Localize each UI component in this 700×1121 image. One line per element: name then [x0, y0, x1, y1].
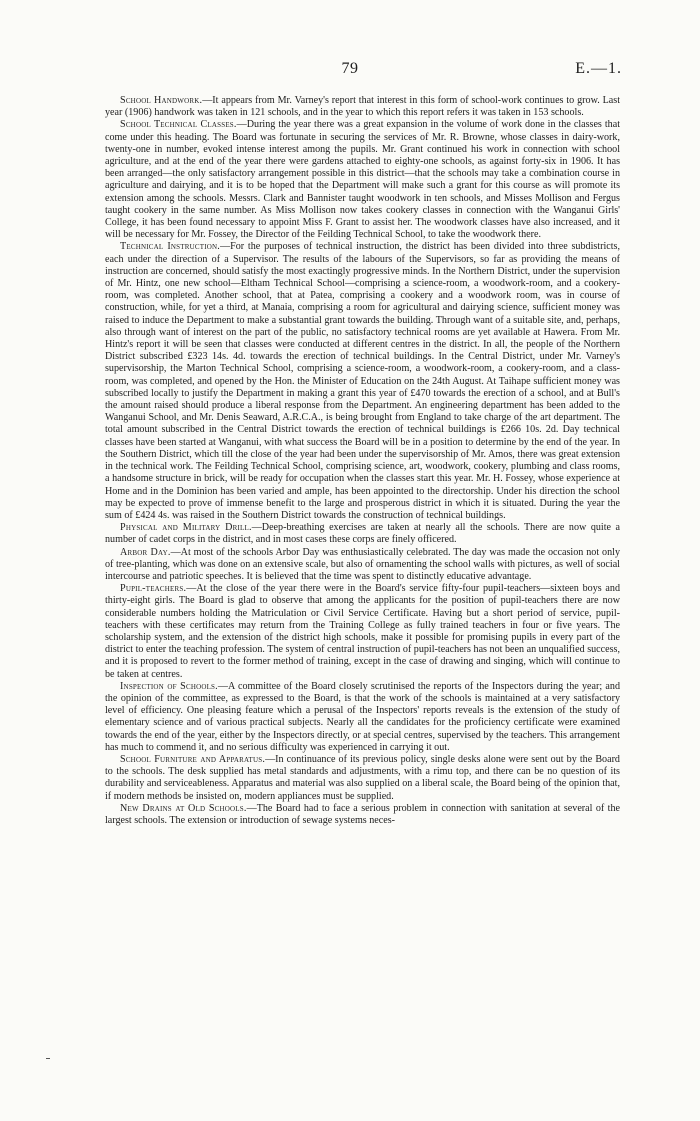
- report-body: [105, 95, 620, 827]
- paragraph-text: —At most of the schools Arbor Day was enthusiastically celebrated. The day was made the occasion not only of tree-planting, which was done on an extensive scale, but also of ornamenting the school walls with pictures, as well of social intercourse and patriotic speeches. It is believed that the time was spent to distinctly educative advantage.: [105, 546, 620, 582]
- paragraph-heading: School Technical Classes.: [120, 119, 237, 131]
- paragraph-technical-instruction: [105, 241, 620, 522]
- paragraph-physical-military-drill: [105, 522, 620, 546]
- paragraph-school-handwork: [105, 95, 620, 119]
- paragraph-text: —In continuance of its previous policy, single desks alone were sent out by the Board to the schools. The desk supplied has metal standards and adjustments, with a rimu top, and there can be no question of its durability and serviceableness. Apparatus and material was also supplied on a liberal scale, the Board being of the opinion that, if modern methods be insisted on, modern appliances must be supplied.: [105, 753, 620, 802]
- paragraph-heading: Pupil-teachers.: [120, 583, 187, 595]
- paragraph-new-drains: [105, 803, 620, 827]
- paragraph-text: —The Board had to face a serious problem in connection with sanitation at several of the largest schools. The extension or introduction of sewage systems neces-: [105, 802, 620, 826]
- document-reference: E.—1.: [575, 60, 622, 77]
- paragraph-text: —During the year there was a great expansion in the volume of work done in the classes that come under this heading. The Board was fortunate in securing the services of Mr. R. Browne, whose classes in dairy-work, twenty-one in number, evoked intense interest among the pupils. Mr. Grant continued his work in connection with school agriculture, and at the end of the year there were gardens attached to eighty-one schools, as against forty-six in 1906. It has been arranged—the only satisfactory arrangement possible in this district—that the schools may take a combination course in agriculture and dairying, and it is to be hoped that the Department will make such a grant for this course as will promote its extension among the schools. Messrs. Clark and Bannister taught woodwork in ten schools, and Misses Mollison and Fergus taught cookery in the same number. As Miss Mollison now takes cookery classes in connection with the Wanganui Girls' College, it has been found necessary to appoint Miss F. Grant to assist her. The woodwork classes have also increased, and it will be necessary for Mr. Fossey, the Director of the Feilding Technical School, to take the woodwork there.: [105, 119, 620, 241]
- paragraph-heading: School Handwork.: [120, 95, 203, 106]
- paragraph-heading: New Drains at Old Schools.: [120, 802, 247, 814]
- paragraph-arbor-day: [105, 547, 620, 584]
- paragraph-text: —For the purposes of technical instruction, the district has been divided into three subdistricts, each under the direction of a Supervisor. The results of the labours of the Supervisors, so far as providing the means of instruction are concerned, should satisfy the most exactingly progressive minds. In the Northern District, under the supervision of Mr. Hintz, one new school—Eltham Technical School—comprising a science-room, a woodwork-room, and a cookery-room, was completed. Another school, that at Patea, comprising a cookery and a woodwork room, was in course of construction, while, for yet a third, at Manaia, comprising a room for agricultural and dairying science, sufficient money was raised to induce the Department to make a substantial grant towards the building. Through want of a suitable site, and, perhaps, also through want of interest on the part of the public, no satisfactory technical rooms are yet available at Hawera. From Mr. Hintz's report it will be seen that classes were conducted at different centres in the district. In all, the people of the Northern District subscribed £323 14s. 4d. towards the erection of technical buildings. In the Central District, under Mr. Varney's supervisorship, the Marton Technical School, comprising a science-room, a woodwork-room, a cookery-room, and a class-room, was completed, and opened by the Hon. the Minister of Education on the 24th August. At Taihape sufficient money was subscribed locally to justify the Department in making a grant this year of £470 towards the erection of a school, and at Bull's the amount raised should produce a liberal response from the Department. An engineering department has been added to the Wanganui School, and Mr. Denis Seaward, A.R.C.A., is being brought from England to take charge of the art department. The total amount subscribed in the Central District towards the erection of technical buildings is £266 10s. 2d. Day technical classes have been started at Wanganui, with what success the Board will be in a position to determine by the end of the year. In the Southern District, which till the close of the year had been under the supervisorship of Mr. Amos, there was great extension in the technical work. The Feilding Technical School, comprising science, art, woodwork, cookery, plumbing and class rooms, a handsome structure in brick, will be ready for occupation when the classes start this year. Mr. H. Fossey, whose experience at Home and in the Dominion has been varied and ample, has been appointed to the directorship. Under his direction the school may be expected to prove of immense benefit to the large and prosperous district in which it is situated. During the year the sum of £424 4s. was raised in the Southern District towards the construction of technical buildings.: [105, 241, 621, 521]
- paragraph-inspection-of-schools: [105, 681, 620, 754]
- paragraph-text: —Deep-breathing exercises are taken at nearly all the schools. There are now quite a number of cadet corps in the district, and in most cases these corps are finely officered.: [105, 522, 621, 546]
- paragraph-text: —It appears from Mr. Varney's report that interest in this form of school-work continues to grow. Last year (1906) handwork was taken in 121 schools, and in the year to which this report refers it was taken in 153 schools.: [105, 95, 620, 119]
- paragraph-text: —A committee of the Board closely scrutinised the reports of the Inspectors during the year; and the opinion of the committee, as expressed to the Board, is that the work of the schools is maintained at a very satisfactory level of efficiency. One pleasing feature which a perusal of the Inspectors' reports reveals is the extension of the study of elementary science and of various practical subjects. Nearly all the candidates for the proficiency certificate were examined towards the end of the year, either by the Inspectors directly, or at special centres, supervised by the teachers. This arrangement has much to commend it, and no serious difficulty was experienced in carrying it out.: [105, 680, 620, 753]
- paragraph-heading: Physical and Military Drill.: [120, 522, 252, 534]
- page-number: 79: [341, 60, 359, 77]
- paragraph-school-technical-classes: [105, 119, 620, 241]
- paragraph-heading: Inspection of Schools.: [120, 680, 218, 692]
- margin-mark: [46, 1058, 50, 1059]
- paragraph-heading: Technical Instruction.: [120, 241, 220, 253]
- paragraph-heading: Arbor Day.: [120, 546, 171, 558]
- paragraph-text: —At the close of the year there were in the Board's service fifty-four pupil-teachers—sixteen boys and thirty-eight girls. The Board is glad to observe that among the applicants for the position of pupil-teachers there are now considerable numbers holding the Matriculation or Civil Service Certificate. Having but a short period of service, pupil-teachers with these certificates may return from the Training College as fully trained teachers in four or five years. The scholarship system, and the extension of the district high schools, make it possible for promising pupils in every part of the district to enter the teaching profession. The system of central instruction of pupil-teachers has not been an unqualified success, and it is proposed to revert to the former method of training, except in the case of drawing and singing, which will continue to be taken at centres.: [105, 583, 620, 680]
- page-header: [0, 60, 700, 82]
- paragraph-pupil-teachers: [105, 583, 620, 681]
- paragraph-school-furniture-apparatus: [105, 754, 620, 803]
- paragraph-heading: School Furniture and Apparatus.: [120, 753, 266, 765]
